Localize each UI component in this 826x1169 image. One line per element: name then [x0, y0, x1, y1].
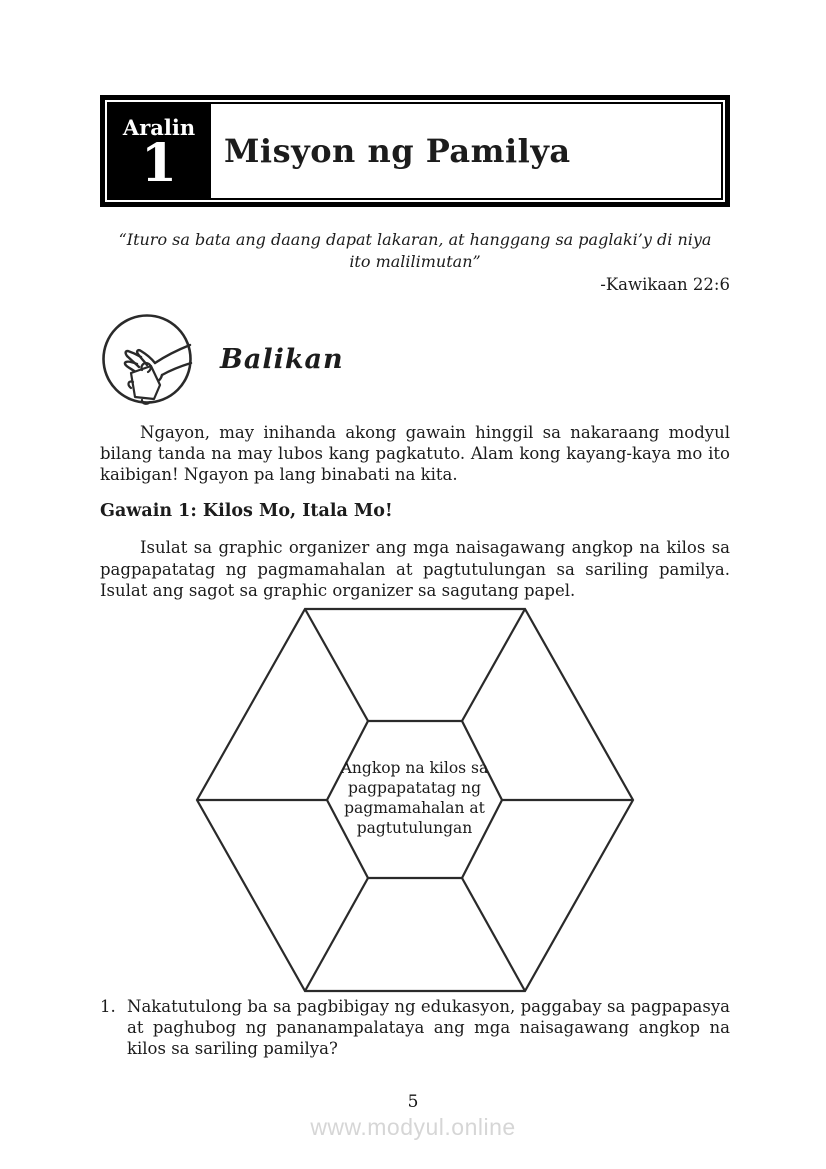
- quote-attribution: -Kawikaan 22:6: [600, 275, 730, 295]
- lesson-label: Aralin: [122, 114, 196, 140]
- activity-instructions: Isulat sa graphic organizer ang mga naisagawang angkop na kilos sa pagpapatatag ng pagmamahalan at pagtutulungan sa sariling pamilya. Isulat ang sagot sa graphic organizer sa sagutang papel.: [100, 538, 730, 600]
- question-item-1: [100, 996, 730, 1059]
- lesson-number: 1: [140, 132, 178, 194]
- lesson-header: [100, 95, 730, 207]
- page-title: Misyon ng Pamilya: [224, 132, 571, 170]
- section-label: Balikan: [220, 343, 344, 375]
- organizer-center-label: Angkop na kilos sa pagpapatatag ng pagmamahalan at pagtutulungan: [340, 758, 489, 837]
- question-number: 1.: [100, 996, 116, 1016]
- hand-puzzle-icon: [100, 312, 194, 406]
- question-text: Nakatutulong ba sa pagbibigay ng edukasyon, paggabay sa pagpapasya at paghubog ng pananampalataya ang mga naisagawang angkop na kilos sa sariling pamilya?: [127, 996, 730, 1059]
- watermark: www.modyul.online: [310, 1114, 516, 1140]
- page-number: 5: [407, 1092, 419, 1112]
- epigraph-quote: “Ituro sa bata ang daang dapat lakaran, at hanggang sa paglaki’y di niya ito malilimutan”: [118, 230, 712, 272]
- lesson-number-badge: [109, 104, 211, 198]
- activity-heading: Gawain 1: Kilos Mo, Itala Mo!: [100, 501, 393, 522]
- lesson-header-frame: [107, 102, 723, 200]
- section-balikan-header: [100, 312, 730, 406]
- hexagon-graphic-organizer: [195, 607, 635, 993]
- lesson-title-box: [211, 104, 721, 198]
- intro-paragraph: Ngayon, may inihanda akong gawain hinggil sa nakaraang modyul bilang tanda na may lubos kang pagkatuto. Alam kong kayang-kaya mo ito kaibigan! Ngayon pa lang binabati na kita.: [100, 423, 730, 485]
